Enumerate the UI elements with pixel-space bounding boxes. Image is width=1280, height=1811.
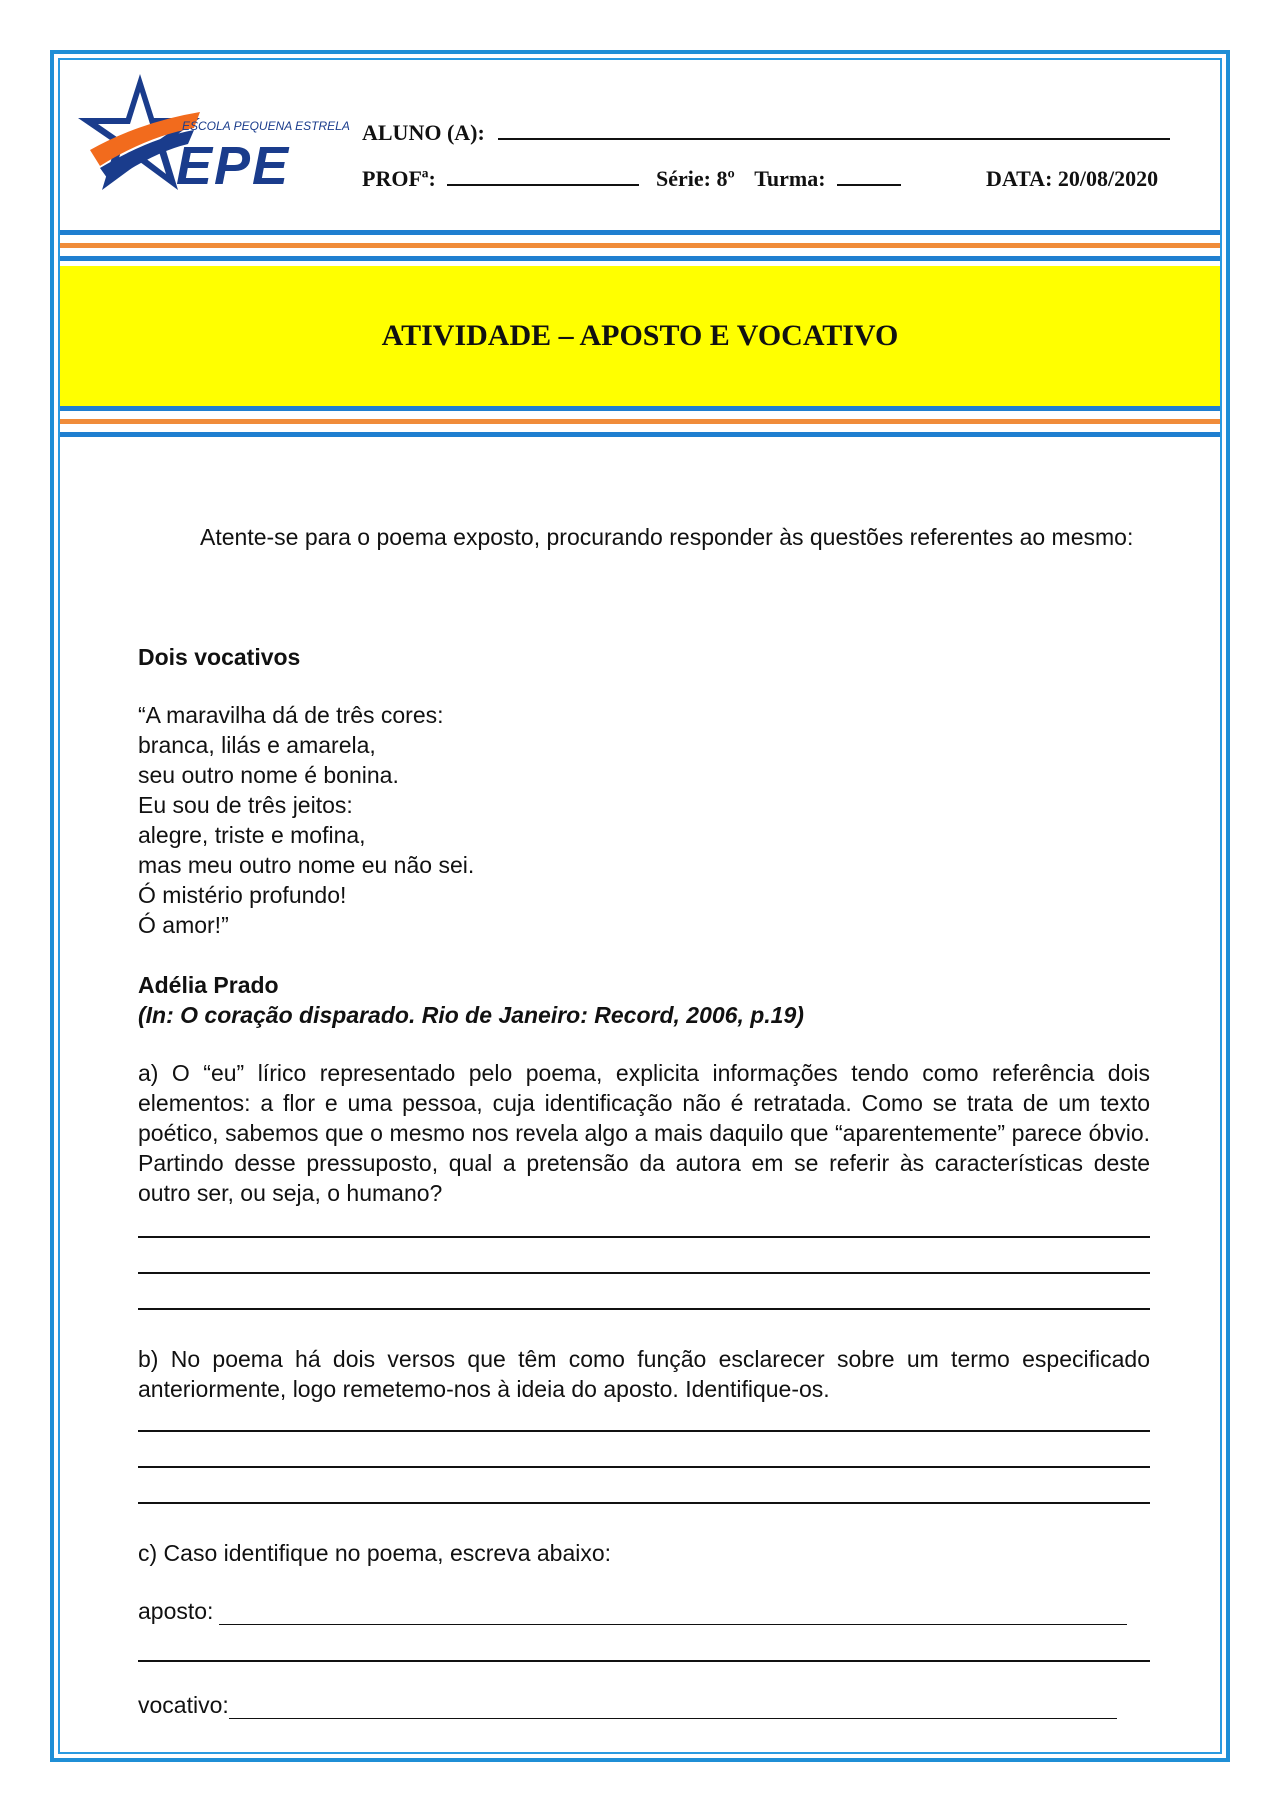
school-logo [70,72,350,202]
poem-line: seu outro nome é bonina. [138,762,399,788]
poem-line: “A maravilha dá de três cores: [138,702,444,728]
aluno-field[interactable] [362,120,1170,146]
stripe-blue [60,432,1220,437]
turma-blank[interactable] [837,166,901,186]
aluno-label: ALUNO (A): [362,120,485,145]
page-title: ATIVIDADE – APOSTO E VOCATIVO [381,319,899,352]
title-banner [60,266,1220,406]
poem-line: branca, lilás e amarela, [138,732,376,758]
stripe-blue [60,230,1220,235]
aposto-blank[interactable] [219,1600,1127,1625]
answer-line-c1[interactable] [138,1660,1150,1662]
school-name-text: ESCOLA PEQUENA ESTRELA [182,119,350,133]
vocativo-label: vocativo: [138,1692,229,1718]
question-a: a) O “eu” lírico representado pelo poema, explicita informações tendo como referência dois elementos: a flor e uma pessoa, cuja identificação não é retratada. Como se trata de um texto poético, sabemos que o mesmo nos revela algo a mais daquilo que “aparentemente” parece óbvio. Partindo desse pressuposto, qual a pretensão da autora em se referir às características deste outro ser, ou seja, o humano? [138,1060,1150,1206]
poem-line: Ó amor!” [138,912,229,938]
turma-label: Turma: [754,166,826,191]
answer-line-b1[interactable] [138,1430,1150,1432]
serie-label: Série: 8º [656,166,735,191]
aluno-blank[interactable] [498,120,1170,140]
answer-line-b3[interactable] [138,1502,1150,1504]
poem-line: alegre, triste e mofina, [138,822,366,848]
aposto-field[interactable] [138,1598,1127,1625]
stripe-orange [60,419,1220,424]
stripe-blue [60,256,1220,261]
poem-line: mas meu outro nome eu não sei. [138,852,475,878]
stripe-orange [60,243,1220,248]
prof-field[interactable] [362,166,639,192]
answer-line-b2[interactable] [138,1466,1150,1468]
poem-title: Dois vocativos [138,644,301,670]
stripe-blue [60,406,1220,411]
answer-line-a1[interactable] [138,1236,1150,1238]
prof-blank[interactable] [447,166,639,186]
aposto-label: aposto: [138,1598,214,1624]
vocativo-blank[interactable] [229,1694,1117,1719]
prof-label: PROFª: [362,166,436,191]
poem-body [138,700,1150,940]
serie-turma-field[interactable] [656,166,901,192]
answer-line-a3[interactable] [138,1308,1150,1310]
intro-paragraph: Atente-se para o poema exposto, procurando responder às questões referentes ao mesmo: [200,524,1134,550]
poem-author: Adélia Prado [138,972,279,998]
answer-line-a2[interactable] [138,1272,1150,1274]
logo-epe-text: EPE [176,136,291,196]
vocativo-field[interactable] [138,1692,1117,1719]
question-b: b) No poema há dois versos que têm como função esclarecer sobre um termo especificado anteriormente, logo remetemo-nos à ideia do aposto. Identifique-os. [138,1346,1150,1402]
poem-line: Eu sou de três jeitos: [138,792,353,818]
question-c: c) Caso identifique no poema, escreva abaixo: [138,1540,612,1566]
poem-source: (In: O coração disparado. Rio de Janeiro: Record, 2006, p.19) [138,1002,804,1028]
poem-line: Ó mistério profundo! [138,882,347,908]
date-label: DATA: 20/08/2020 [986,166,1159,191]
